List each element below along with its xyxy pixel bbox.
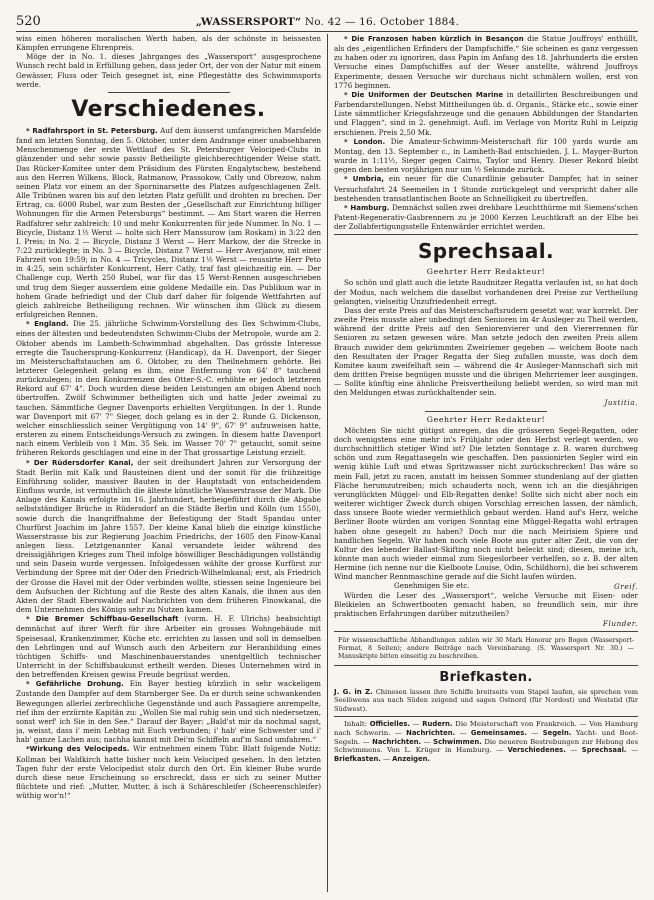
contents-section: Schwimmen. (433, 737, 482, 746)
briefkasten-recipient: J. G. in Z. (334, 688, 373, 697)
news-item-lead: * Radfahrsport in St. Petersburg. (26, 126, 158, 135)
section-title-sprechsaal: Sprechsaal. (418, 239, 554, 264)
letter-paragraph: So schön und glatt auch die letzte Raudnitzer Regatta verlaufen ist, so hat doch der Modus, nach welchem die daselbst vorhandenen drei Preise zur Vertheilung gelangten, vielseitig Unzufriedenheit erregt. (334, 278, 638, 306)
news-item (334, 90, 638, 137)
news-items (334, 34, 638, 231)
columns (16, 34, 638, 892)
news-item-lead: * England. (26, 320, 69, 329)
news-item-text: (vorm. H. F. Ulrichs) beabsichtigt demnächst auf ihrer Werft für ihre Arbeiter ein grosses Wohngebäude mit Speisesaal, Krankenzimmer, Küche etc. errichten zu lassen und soll in demselben den Lehrlingen und auf Wunsch auch den Arbeitern zur Heranbildung eines tüchtigen Schiffs- und Maschinenbauerstandes unentgeltlich technischer Unterricht in der Schiffsbaukunst ertheilt werden. Dieses Unternehmen wird in den betreffenden Kreisen gewiss Freude begrüsst werden. (16, 614, 321, 680)
contents-text: — (380, 755, 393, 764)
news-item-text: der seit dreihundert Jahren zur Versorgung der Stadt Berlin mit Kalk und Bausteinen dient und der somit für die frühzeitige Einführung solider, massiver Bauten in der Hauptstadt von entscheidendem Einfluss wurde, ist vermuthlich die älteste künstliche Wasserstrasse der Mark. Die Anlage des Kanals erfolgte im 16. Jahrhundert, herbeigeführt durch die Abgabe selbstständiger Brüche in Rüdersdorf an die Städte Berlin und Kölln (um 1550), sowie durch die Inangriffnahme der Befestigung der Stadt Spandau unter Churfürst Joachim im Jahre 1557. Der kleine Kanal blieb die einzige künstliche Wasserstrasse bis zur Regierung Joachim Friedrichs, der 1605 den Finow-Kanal anlegen liess. Letztgenannter Kanal versandete leider während des dreissigjährigen Krieges zum Theil infolge böswilliger Beschädigungen vollständig und sein Dasein wurde vergessen. Infolgedessen wählte der grosse Kurfürst zur Verbindung der Spree mit der Oder den Friedrich-Wilhelmkanal; erst, als Friedrich der Grosse die Havel mit der Oder verbinden wollte, stiessen seine Ingenieure bei dem Aufsuchen der Richtung auf die Reste des alten Kanals, die ihnen aus den Akten der Stadt Eberswalde auf Nachrichten von dem früheren Finowkanal, die dem Unternehmen des Königs sehr zu Nutzen kamen. (16, 457, 321, 615)
news-item (16, 744, 321, 800)
news-item (334, 137, 638, 175)
divider (425, 411, 547, 412)
news-item-lead: * Die Franzosen haben kürzlich in Besançon (344, 35, 524, 43)
news-item-text: Auf dem äusserst umfangreichen Marsfelde fand am letzten Sonntag, den 5. Oktober, unter dem Andrange einer unabsehbaren Menschenmenge der erste Wettlauf des St. Petersburger Velociped-Clubs in glänzender und sehr sowie passiv Betheiligte gleichberechtigender Weise statt. Das Rücker-Komitee unter dem Präsidium des Fürsten Engalytschew, bestehend aus den Herren Wilkens, Block, Ratmanow, Prassokow, Catly und Obrezow, nahm seinen Platz vor einem an der Sporninarsette des Platzes aufgeschlagenen Zelt. Alle Tribünen waren bis auf den letzten Platz gefüllt und drohten zu brechen. Der Ertrag, ca. 6000 Rubel, war zum Besten der „Gesellschaft zur Einrichtung billiger Wohnungen für die Armen Petersburgs“ bestimmt. — Am Start waren die Herren Radfahrer sehr zahlreich: 10 und mehr Konkurrenten für jede Nummer. In No. 1 — Bicycle, Distanz 1½ Werst — holte sich Herr Manssurow (am Roskam) in 3:22 den I. Preis; in No. 2 — Bicycle, Distanz 3 Werst — Herr Markow, der die Strecke in 7:22 zurücklegte; in No. 3 — Bicycle, Distanz 7 Werst — Herr Averjanow, mit einer Fahrzeit von 19:59; in No. 4 — Tricycles, Distanz 1½ Werst — reussirte Herr Peto in 4:25, sein schärfster Konkurrent, Herr Catly, traf fast gleichzeitig ein. — Der Challenge cup, Werth 250 Rubel, war für das 15 Werst-Rennen ausgeschrieben und trug dem Sieger ausserdem eine goldene Medaille ein. Das Publikum war in hohem Grade befriedigt und der Club darf daher für folgende Wettfahrten auf gleich zahlreiche Betheiligung rechnen. Wir wünschen ihm Glück zu diesem erfolgreichen Rennen. (16, 125, 321, 320)
contents-section: Sprechsaal. (581, 746, 627, 755)
news-item (16, 458, 321, 615)
letter-salutation: Geehrter Herr Redakteur! (426, 267, 546, 277)
letter-signature: Justitia. (604, 398, 638, 408)
briefkasten-entry (334, 688, 638, 713)
contents-text: Yacht- und Boot-Segeln. — (334, 728, 638, 746)
section-title-briefkasten: Briefkasten. (439, 670, 533, 686)
news-item-text: Die 25. jährliche Schwimm-Vorstellung des Ilex Schwimm-Clubs, eines der ältesten und bedeutendsten Schwimm-Clubs der Metropole, wurde am 2. Oktober abends im Lambeth-Schwimmbad abgehalten. Das grösste Interesse erregte die Tauchersprung-Konkurrenz (Handicap), da H. Davenport, der Sieger im Meisterschaftstauchen am 6. Oktober, zu den Theilnehmern gehörte. Bei letzterer Gelegenheit gelang es ihm, eine Entfernung von 64' 8" tauchend zurückzulegen; in den Konkurrenzen des Otter-S.-C. erhöhte er jedoch letzteren Rekord auf 67' 4". Doch wurden diese beiden Leistungen am obigen Abend noch übertroffen. Zwölf Schwimmer betheiligten sich und hatte Jeder zweimal zu tauchen. Sämmtliche Gegner Davenports erhielten Vergütungen. In der 1. Runde war Davenport mit 67' 7" Sieger, doch gelang es in der 2. Runde G. Dickenson, welcher einschliesslich seiner Vergütigung von 14' 9", 67' 9" aufzuweisen hatte, ersteren zu einem Entscheidungs-Versuch zu zwingen. In diesem hatte Davenport nach einem Verbleib von 1 Min. 35 Sek. im Wasser 70' 7" getaucht, somit seine früheren Rekords geschlagen und eine in der That grossartige Leistung erzielt. (16, 319, 321, 458)
contents-text: — (421, 737, 434, 746)
contents-section: Nachrichten. (372, 737, 422, 746)
letter-signature: Flunder. (602, 619, 638, 629)
contents-label: Inhalt: (344, 719, 370, 728)
contents-section: Officielles. (369, 719, 410, 728)
news-item-text: Demnächst sollen zwei drehbare Leuchtthürme mit Siemens'schen Patent-Regenerativ-Gasbrennern zu je 2000 Kerzen Leuchtkraft an der Elbe bei der Zollabfertigungsstelle Entenwärder errichtet werden. (334, 202, 638, 232)
news-item-text: Die Amateur-Schwimm-Meisterschaft für 100 yards wurde am Montag, den 13. September c., in Lambeth-Bad entschieden. J. L. Mayger-Burton wurde in 1:11½, Sieger gegen Cairns, Taylor und Henry. Dieser Rekord bleibt gegen den besten vorjährigen nur um ½ Sekunde zurück. (334, 136, 638, 175)
news-item-lead: * Hamburg. (344, 203, 390, 212)
letter-signature: Greif. (613, 581, 638, 591)
news-items (16, 126, 321, 800)
letter-paragraph: Möchten Sie nicht gütigst anregen, das die grösseren Segel-Regatten, oder doch wenigstens eine mehr in's Frühjahr oder den Herbst verlegt werden, wo durchschnittlich stetiger Wind ist? Die letzten Sonntage z. B. waren durchweg schön und zum Regattasegeln wie geschaffen. Den passionirten Segler wird ein wenig kühle Luft und etwas Spritzwasser nicht zurückschrecken! Das wäre so mein Fall, jetzt zu racen, anstatt im heissen Sommer stundenlang auf der glatten Fläche herumzutreiben; mich schauderts noch, wenn ich an die diesjährigen verunglückten Müggel- und Elb-Regatten denke! Sollte sich nicht aber noch ein weiterer wichtiger Zweck durch obigen Vorschlag erreichen lassen, der nämlich, dass unsere Boote wieder vermiethlich gebaut werden. Hand auf's Herz, welche Berliner Boote würden am vorigen Sonntag eine Müggel-Regatta wohl ertragen haben ohne gesegelt zu haben? Doch nur die nach Meirisiem Spiere und handlichen Segeln. Wir haben noch viele Boote aus guter alter Zeit, die von der Kultur des lebender Ballast-Skifting noch nicht beleckt sind; diesen, meine ich, könnte man auch wieder einmal zum Siegeslorbeer verhelfen, so z. B. der alten Hermine (ich nenne nur die Kielboote Louise, Odin, Schildhorn), die bei schwerem Wind mancher Rennmaschine gerade auf die Sicht laufen würden. (334, 425, 638, 582)
news-item-text: Wir entnehmen einem Tübr. Blatt folgende Notiz: Kollman bei Waldkirch hatte bisher noch kein Velociped gesehen. In den letzten Tagen fuhr der erste Velocipedist stolz durch den Ort. Ein kleiner Bube wurde durch diese neue Erscheinung so erschreckt, dass er sich zu seiner Mutter flüchtete und rief: „Mutter, Mutter, ä isch ä Schäreschleifer (Scheerenschleifer) wüthig wor'n!“ (16, 744, 322, 801)
news-item-lead: * Gefährliche Drohung. (26, 680, 124, 689)
contents-text: — (526, 728, 543, 737)
news-item-text: ein neuer für die Cunardlinie gebauter Dampfer, hat in seiner Versuchsfahrt 24 Seemeilen in 1 Stunde zurückgelegt und verspricht daher alle bestehenden transatlantischen Boote an Schnelligkeit zu übertreffen. (334, 174, 638, 203)
news-item (16, 614, 321, 679)
letter-closing: Genehmigen Sie etc. (394, 581, 470, 591)
news-item-text: in detaillirten Beschreibungen und Farbendarstellungen. Nebst Mittheilungen üb. d. Organis., Stärke etc., sowie einer Liste sämmtlicher Kriegsfahrzeuge und die genauen Abbildungen der Standarten und Flaggen“, sind in 2. genehmigt. Aufl. im Verlage von Moritz Ruhl in Leipzig erschienen. Preis 2,50 Mk. (334, 89, 638, 137)
news-item (16, 679, 321, 744)
divider (334, 665, 638, 666)
contents-text: — (455, 728, 471, 737)
briefkasten-text: Chinesen lassen ihre Schiffe breitseits vom Stapel laufen, sie sprechen vom Seelöwens aus nach Süden zeigend und sagen Ostnord (für Nordost) und Weststid (für Südwest). (334, 688, 638, 713)
honorar-notice: Für wissenschaftliche Abhandlungen zahlen wir 30 Mark Honorar pro Bogen (Wassersport-Format, 8 Seiten); andere Beiträge nach Vereinbarung. (S. Wassersport Nr. 30.) — Manuskripte bitten einseitig zu beschreiben. (338, 637, 634, 660)
issue-info: No. 42 — 16. October 1884. (304, 16, 459, 28)
divider (334, 631, 638, 632)
contents-text: Die neueren Bestrebungen zur Hebung des Schwimmens. Von L. Krüger in Hamburg. — (334, 737, 638, 755)
news-item (334, 203, 638, 231)
news-item (334, 174, 638, 202)
contents-text: — (565, 746, 582, 755)
divider (334, 716, 638, 717)
divider (108, 92, 230, 93)
contents-section: Rudern. (422, 719, 453, 728)
news-item-text: die Statue Jouffroys' enthüllt, als des „eigentlichen Erfinders der Dampfschiffe.“ Sie scheinen es ganz vergessen zu haben oder zu ignoriren, dass Papin im Anfang des 18. Jahrhunderts die ersten Versuche eines Dampfschiffes auf der Weser anstellte, während Jouffroys Experimente, dessen Versuche wir durchaus nicht schmälern wollen, erst von 1776 beginnen. (334, 34, 638, 90)
contents-text: — (626, 746, 638, 755)
news-item (334, 34, 638, 90)
contents-section: Nachrichten. (406, 728, 456, 737)
contents-text: Die Meisterschaft von Frankreich. — Von Hamburg nach Schwerin. — (334, 719, 638, 737)
letter-paragraph: Dass der erste Preis auf das Meisterschaftsrudern gesetzt war, war korrekt. Der zweite Preis musste aber unbedingt den Senioren im 4r Ausleger zu Theil werden, während der dritte Preis auf den Seniorenvierer und den Viererrennen für Senioren zu setzen gewesen wäre. Man setzte jedoch den zweiten Preis allem Brauch zuwider dem gekrümmten Zweiriemer gegeben — welchem Boote nach den Resultaten der Prager Regatta der Sieg zufallen musste, was doch dem Komitee kaum zweifelhaft sein — während die 4r Ausleger-Mannschaft sich mit dem dritten Preise begnügen musste und die übrigen Mehrriemer leer ausgingen. — Sollte künftig eine ähnliche Preisvertheilung beliebt werden, so wird man mit den Meldungen etwas zurückhaltender sein. (334, 305, 638, 398)
news-item-text: Ein Bayer bestieg kürzlich in sehr wackeligem Zustande den Dampfer auf dem Starnberger See. Da er durch seine schwankenden Bewegungen allerlei zerbrechliche Gegenstände und auch Passagiere anrempelte, rief ihm der erzürnte Kapitän zu: „Wollen Sie mal ruhig sein und sich niedersetzen, sonst werf' ich Sie in den See.“ Darauf der Bayer: „Bald'st mir da nochmal sagst, ja, weisst, dass i' mein Lebtag mit Euch verbunden; i' hab' eine Schwester und i' hab' ganze Lachen aus; nachha kannst mit Dei'm Schiffeln auf'm Sand umfahren.“ (16, 679, 321, 745)
section-title-verschiedenes: Verschiedenes. (71, 96, 266, 122)
news-item-lead: * Die Uniformen der Deutschen Marine (344, 90, 504, 99)
contents-section: Segeln. (542, 728, 572, 737)
news-item (16, 319, 321, 457)
intro-paragraph: wiss einen höheren moralischen Werth haben, als der schönste in heissesten Kämpfen errungene Ehrenpreis. (16, 34, 321, 53)
contents-text: — (409, 719, 423, 728)
right-column (327, 34, 638, 892)
letter-salutation: Geehrter Herr Redakteur! (426, 414, 546, 424)
contents-section: Anzeigen. (392, 755, 431, 764)
contents-section: Verschiedenes. (507, 746, 566, 755)
masthead-title: „WASSERSPORT“ (195, 16, 302, 28)
news-item-lead: * Umbria, (344, 175, 384, 184)
contents-section: Briefkasten. (334, 755, 381, 764)
page-number: 520 (16, 14, 41, 29)
left-column (16, 34, 327, 892)
table-of-contents (334, 720, 638, 765)
news-item-lead: * Die Bremer Schiffbau-Gesellschaft (26, 615, 179, 624)
news-item-lead: * London. (344, 137, 386, 146)
contents-section: Gemeinsames. (470, 728, 527, 737)
header-rule (16, 31, 638, 32)
news-item-lead: * Der Rüdersdorfer Kanal, (26, 458, 134, 467)
news-item (16, 126, 321, 319)
masthead (196, 16, 459, 28)
divider (334, 234, 638, 235)
intro-paragraph: Möge der in No. 1. dieses Jahrganges des „Wassersport“ ausgesprochene Wunsch recht bald in Erfüllung gehen, dass jeder Ort, der von der Natur mit einem Gewässer, Fluss oder Teich gesegnet ist, eine Pflegestätte des Schwimmsports werde. (16, 52, 321, 89)
page-header (16, 14, 638, 32)
letter-paragraph: Würden die Leser des „Wassersport“, welche Versuche mit Eisen- oder Bleikielen an Schwertbooten gemacht haben, so freundlich sein, mir ihre praktischen Erfahrungen darüber mitzutheilen? (334, 590, 638, 619)
news-item-lead: *Wirkung des Velocipeds. (26, 745, 130, 754)
